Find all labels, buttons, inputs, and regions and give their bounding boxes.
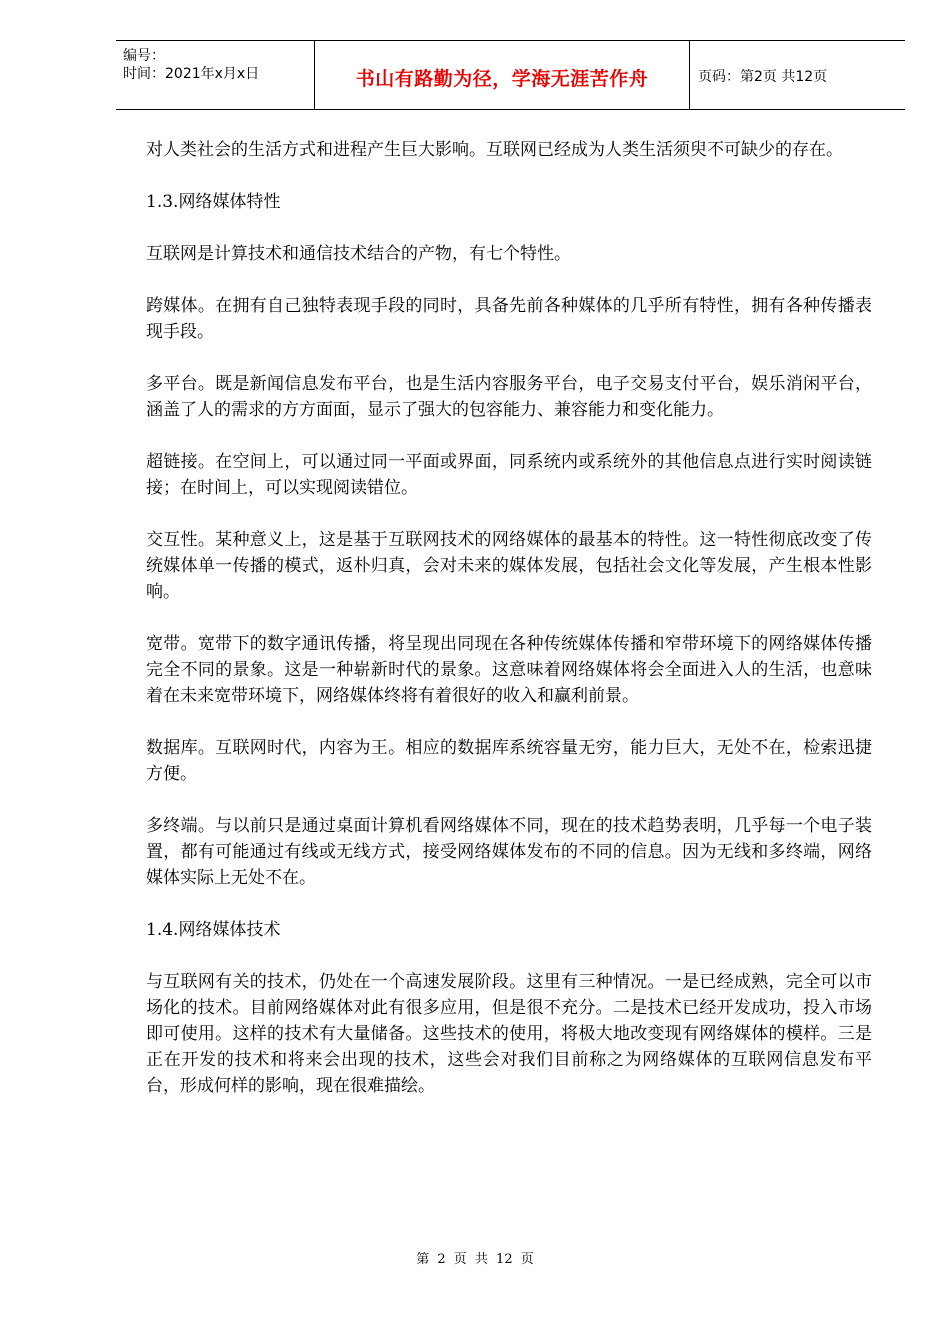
- body-paragraph: 交互性。某种意义上，这是基于互联网技术的网络媒体的最基本的特性。这一特性彻底改变了传统媒体单一传播的模式，返朴归真，会对未来的媒体发展，包括社会文化等发展，产生根本性影响。: [146, 530, 872, 602]
- header-page-cell: [690, 41, 905, 109]
- header-meta-cell: [116, 41, 315, 109]
- section-heading: 1.4.网络媒体技术: [146, 920, 281, 940]
- page-footer: 第 2 页 共 12 页: [416, 1252, 534, 1267]
- body-paragraph: 多终端。与以前只是通过桌面计算机看网络媒体不同，现在的技术趋势表明，几乎每一个电子装置，都有可能通过有线或无线方式，接受网络媒体发布的不同的信息。因为无线和多终端，网络媒体实际上无处不在。: [146, 816, 872, 888]
- document-code-label: 编号：: [123, 48, 165, 64]
- body-paragraph: 互联网是计算技术和通信技术结合的产物，有七个特性。: [146, 244, 571, 264]
- body-paragraph: 宽带。宽带下的数字通讯传播，将呈现出同现在各种传统媒体传播和窄带环境下的网络媒体传播完全不同的景象。这是一种崭新时代的景象。这意味着网络媒体将会全面进入人的生活，也意味着在未来宽带环境下，网络媒体终将有着很好的收入和赢利前景。: [146, 634, 872, 706]
- header-page-info: 页码：第2页 共12页: [698, 69, 828, 85]
- body-paragraph: 超链接。在空间上，可以通过同一平面或界面，同系统内或系统外的其他信息点进行实时阅读链接；在时间上，可以实现阅读错位。: [146, 452, 872, 498]
- body-paragraph: 与互联网有关的技术，仍处在一个高速发展阶段。这里有三种情况。一是已经成熟，完全可以市场化的技术。目前网络媒体对此有很多应用，但是很不充分。二是技术已经开发成功，投入市场即可使用。这样的技术有大量储备。这些技术的使用，将极大地改变现有网络媒体的模样。三是正在开发的技术和将来会出现的技术，这些会对我们目前称之为网络媒体的互联网信息发布平台，形成何样的影响，现在很难描绘。: [146, 972, 872, 1096]
- body-paragraph: 多平台。既是新闻信息发布平台，也是生活内容服务平台，电子交易支付平台，娱乐消闲平台，涵盖了人的需求的方方面面，显示了强大的包容能力、兼容能力和变化能力。: [146, 374, 872, 420]
- section-heading: 1.3.网络媒体特性: [146, 192, 281, 212]
- document-body: [146, 137, 872, 1125]
- document-date: 时间：2021年x月x日: [123, 66, 260, 82]
- document-header: [116, 40, 905, 110]
- body-paragraph: 数据库。互联网时代，内容为王。相应的数据库系统容量无穷，能力巨大，无处不在，检索迅捷方便。: [146, 738, 872, 784]
- header-motto: 书山有路勤为径，学海无涯苦作舟: [355, 68, 649, 90]
- body-paragraph: 对人类社会的生活方式和进程产生巨大影响。互联网已经成为人类生活须臾不可缺少的存在。: [146, 140, 843, 160]
- body-paragraph: 跨媒体。在拥有自己独特表现手段的同时，具备先前各种媒体的几乎所有特性，拥有各种传播表现手段。: [146, 296, 872, 342]
- header-motto-cell: [315, 41, 690, 109]
